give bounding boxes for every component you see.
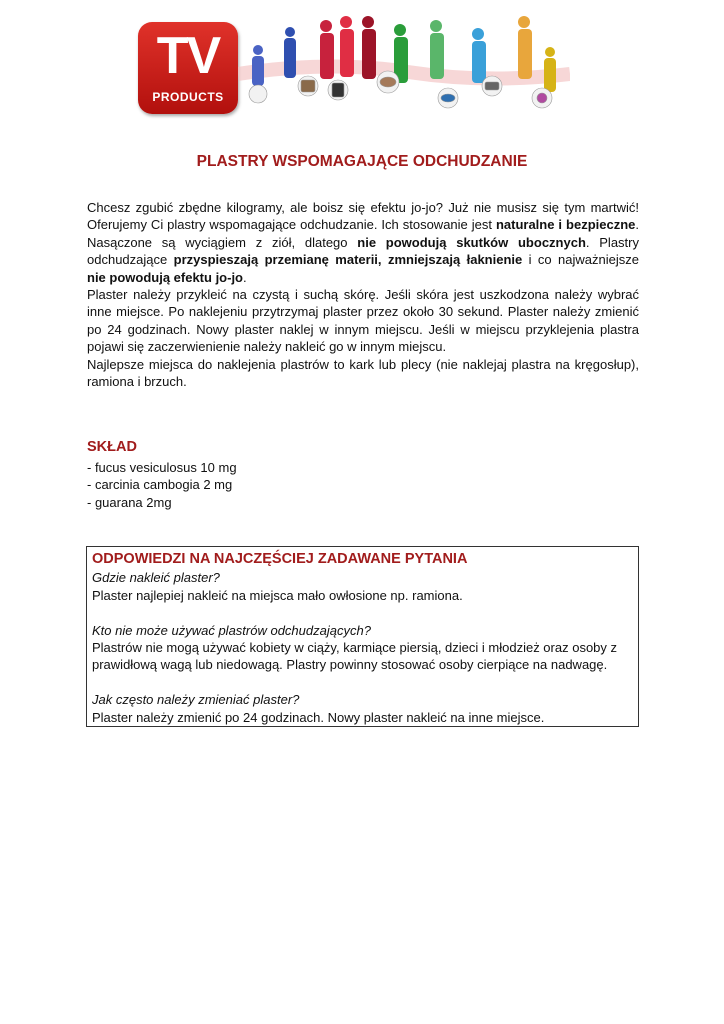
- faq-item: [92, 569, 632, 604]
- header-banner: [130, 12, 570, 112]
- sklad-heading: SKŁAD: [87, 439, 137, 455]
- faq-answer: Plaster należy zmienić po 24 godzinach. Nowy plaster nakleić na inne miejsce.: [92, 709, 545, 725]
- sklad-item: - guarana 2mg: [87, 494, 172, 510]
- intro-paragraph-2: Plaster należy przykleić na czystą i suchą skórę. Jeśli skóra jest uszkodzona należy wybrać inne miejsce. Po naklejeniu przytrzymaj plaster przez około 30 sekund. Plaster należy zmienić po 24 godzinach. Nowy plaster naklej w innym miejscu. Jeśli w miejscu przyklejenia plastra pojawi się zaczerwienienie należy nakleić go w innym miejscu.: [87, 287, 639, 355]
- page-title: PLASTRY WSPOMAGAJĄCE ODCHUDZANIE: [196, 153, 528, 170]
- faq-question: Gdzie nakleić plaster?: [92, 570, 220, 586]
- faq-question: Kto nie może używać plastrów odchudzających?: [92, 622, 371, 638]
- faq-item: [92, 691, 632, 726]
- faq-box: [86, 546, 639, 727]
- intro-paragraph-1: Chcesz zgubić zbędne kilogramy, ale boisz się efektu jo-jo? Już nie musisz się tym martwić! Oferujemy Ci plastry wspomagające odchudzanie. Ich stosowanie jest naturalne i bezpieczne. Nasączone są wyciągiem z ziół, dlatego nie powodują skutków ubocznych. Plastry odchudzające przyspieszają przemianę materii, zmniejszają łaknienie i co najważniejsze nie powodują efektu jo-jo.: [87, 200, 639, 285]
- sklad-item: - carcinia cambogia 2 mg: [87, 477, 233, 493]
- faq-question: Jak często należy zmieniać plaster?: [92, 692, 300, 708]
- sklad-item: - fucus vesiculosus 10 mg: [87, 460, 237, 475]
- tv-products-logo: [138, 22, 238, 114]
- logo-main-text: TV: [156, 27, 220, 85]
- faq-heading: ODPOWIEDZI NA NAJCZĘŚCIEJ ZADAWANE PYTANIA: [92, 551, 468, 567]
- people-silhouettes-illustration: [238, 12, 570, 112]
- faq-answer: Plastrów nie mogą używać kobiety w ciąży, karmiące piersią, dzieci i młodzież oraz osoby z prawidłową wagą lub niedowagą. Plastry powinny stosować osoby cierpiące na nadwagę.: [92, 640, 618, 673]
- faq-answer: Plaster najlepiej nakleić na miejsca mało owłosione np. ramiona.: [92, 587, 463, 603]
- faq-item: [92, 622, 632, 674]
- intro-paragraph-3: Najlepsze miejsca do naklejenia plastrów to kark lub plecy (nie naklejaj plastra na kręgosłup), ramiona i brzuch.: [87, 356, 639, 390]
- sklad-list: [87, 459, 237, 511]
- intro-text: [87, 199, 639, 390]
- logo-sub-text: PRODUCTS: [152, 90, 224, 104]
